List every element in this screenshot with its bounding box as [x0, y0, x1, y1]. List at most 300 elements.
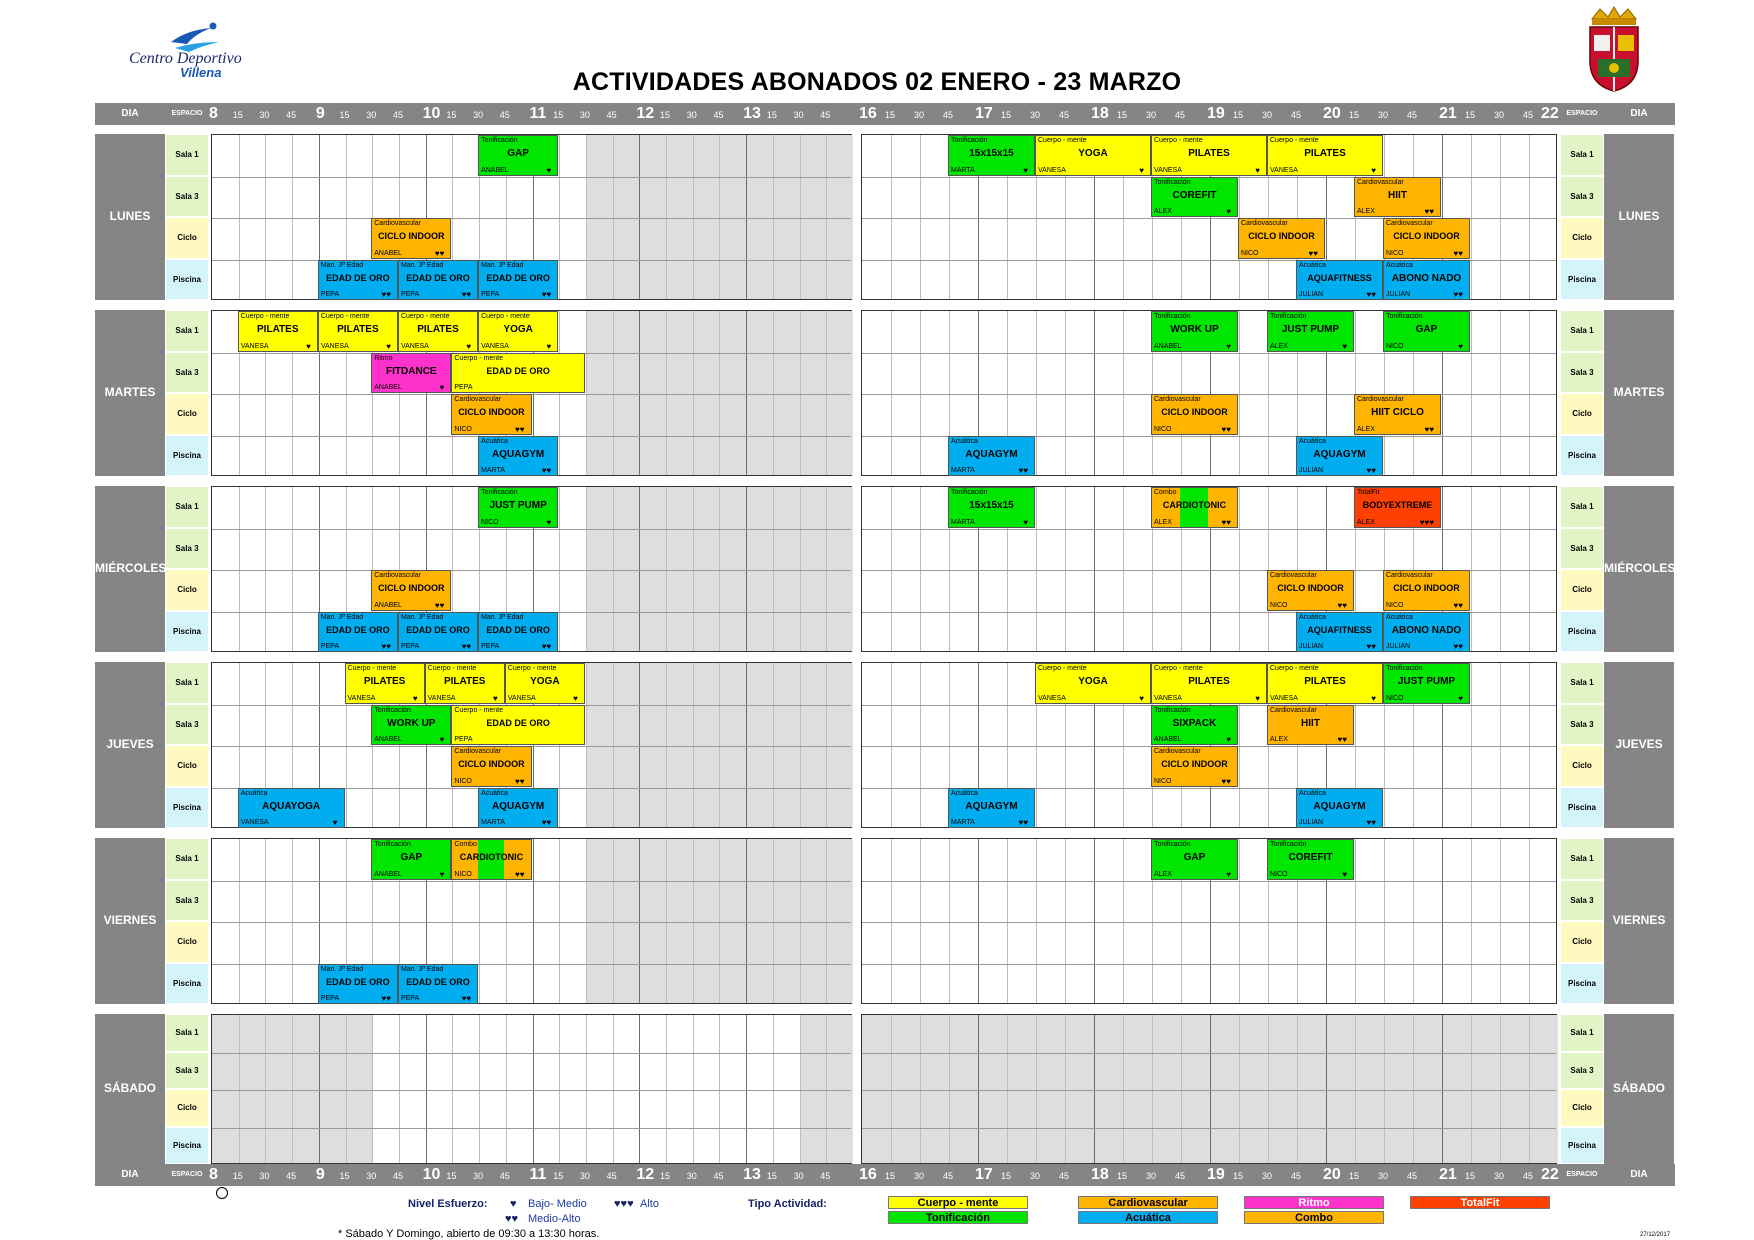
activity-instructor: MARTA: [481, 467, 505, 474]
grid-afternoon-4-rowline: [862, 922, 1556, 923]
grid-afternoon-4-gridline: [1239, 839, 1240, 1003]
activity-instructor: JULIAN: [1299, 643, 1324, 650]
grid-afternoon-5-gridline: [920, 1015, 921, 1163]
top-minute-mark: 30: [1146, 110, 1157, 120]
activity-category: Combo: [454, 841, 477, 848]
day-label-right-1: MARTES: [1613, 385, 1665, 399]
activity-category: Cardiovascular: [1241, 220, 1288, 227]
grid-afternoon-1-gridline: [891, 311, 892, 475]
grid-afternoon-3-gridline: [1471, 663, 1472, 827]
bottom-hour-9: 9: [315, 1166, 325, 1183]
effort-icon-high: ♥♥♥: [614, 1198, 634, 1210]
activity-category: Cardiovascular: [1154, 396, 1201, 403]
top-minute-mark: 45: [606, 110, 617, 120]
bottom-minute-mark: 15: [553, 1171, 564, 1181]
bottom-hour-11: 11: [529, 1166, 547, 1183]
grid-morning-2-gridline: [639, 487, 640, 651]
activity-instructor: ANABEL: [1154, 342, 1182, 350]
activity-instructor: VANESA: [1270, 166, 1298, 174]
bottom-minute-mark: 45: [392, 1171, 403, 1181]
grid-afternoon-4-gridline: [1442, 839, 1443, 1003]
top-minute-mark: 45: [286, 110, 297, 120]
grid-morning-5-gridline: [372, 1015, 373, 1163]
grid-afternoon-4-gridline: [1413, 839, 1414, 1003]
space-label: Piscina: [166, 260, 208, 300]
grid-afternoon-5-gridline: [1210, 1015, 1211, 1163]
grid-morning-4-gridline: [639, 839, 640, 1003]
top-espacio-label-right: ESPACIO: [1566, 110, 1598, 117]
top-minute-mark: 30: [579, 110, 590, 120]
grid-morning-1-gridline: [586, 311, 587, 475]
activity-name: GAP: [400, 852, 423, 863]
grid-morning-3-gridline: [800, 663, 801, 827]
effort-level-icon: ♥: [439, 735, 445, 744]
activity-category: Man. 3ª Edad: [320, 261, 364, 269]
activity-name: WORK UP: [387, 717, 436, 729]
effort-level-icon: ♥: [546, 517, 552, 527]
activity-name: PILATES: [443, 676, 486, 687]
print-date: 27/12/2017: [1640, 1232, 1671, 1238]
top-minute-mark: 15: [232, 110, 243, 120]
grid-afternoon-5-gridline: [1007, 1015, 1008, 1163]
activity-category: Tonificación: [1270, 313, 1307, 320]
grid-morning-2-gridline: [666, 487, 667, 651]
top-minute-mark: 15: [885, 110, 896, 120]
grid-afternoon-5-rowline: [862, 1128, 1556, 1129]
activity-name: PILATES: [363, 676, 406, 687]
bottom-hour-17: 17: [975, 1166, 993, 1183]
activity-category: Acuática: [240, 789, 268, 797]
grid-morning-2-gridline: [826, 487, 827, 651]
effort-level-icon: ♥♥: [1453, 600, 1463, 610]
activity-category: Acuática: [1386, 261, 1413, 269]
activity-instructor: VANESA: [240, 342, 269, 350]
activity-instructor: NICO: [1270, 601, 1288, 609]
activity-category: Cuerpo - mente: [481, 313, 530, 320]
activity-instructor: NICO: [454, 425, 472, 433]
activity-name: 15x15x15: [969, 500, 1014, 511]
top-minute-mark: 15: [660, 110, 671, 120]
bottom-hour-end: 22: [1541, 1166, 1559, 1183]
activity-name: HIIT: [1388, 189, 1407, 201]
space-label: Sala 3: [166, 1053, 208, 1089]
top-hour-13: 13: [743, 105, 761, 122]
grid-afternoon-4-rowline: [862, 964, 1556, 965]
activity-category: Tonificación: [951, 137, 988, 144]
grid-afternoon-3-gridline: [891, 663, 892, 827]
activity-block: [1296, 260, 1383, 301]
activity-instructor: NICO: [454, 777, 472, 785]
grid-afternoon-4-gridline: [1500, 839, 1501, 1003]
top-minute-mark: 30: [914, 110, 925, 120]
brand-name: Centro Deportivo: [129, 50, 242, 67]
activity-block: [1383, 612, 1470, 653]
grid-morning-5-gridline: [506, 1015, 507, 1163]
activity-category: Tonificación: [951, 489, 988, 496]
grid-afternoon-2-rowline: [862, 529, 1556, 530]
grid-morning-4-rowline: [212, 964, 851, 965]
bottom-minute-mark: 30: [473, 1171, 484, 1181]
grid-afternoon-5-gridline: [1355, 1015, 1356, 1163]
activity-block: [398, 964, 478, 1005]
effort-level-icon: ♥: [1458, 341, 1463, 351]
footnote: * Sábado Y Domingo, abierto de 09:30 a 13:30 horas.: [338, 1228, 600, 1240]
top-minute-mark: 30: [793, 110, 804, 120]
grid-morning-0-gridline: [613, 135, 614, 299]
activity-category: Cardiovascular: [1386, 572, 1433, 579]
effort-level-icon: ♥♥: [515, 424, 525, 434]
top-minute-mark: 45: [1523, 110, 1534, 120]
top-hour-10: 10: [422, 105, 441, 122]
grid-morning-5-gridline: [666, 1015, 667, 1163]
grid-morning-1-gridline: [666, 311, 667, 475]
space-label: Sala 3: [166, 353, 208, 393]
activity-block: [1267, 135, 1383, 176]
effort-text-mid: Medio-Alto: [528, 1213, 581, 1225]
day-label-right-4: VIERNES: [1612, 913, 1666, 927]
activity-block: [318, 964, 398, 1005]
effort-level-icon: ♥: [1255, 693, 1260, 703]
grid-morning-1-gridline: [746, 311, 747, 475]
activity-instructor: VANESA: [347, 694, 376, 702]
grid-morning-5-gridline: [693, 1015, 694, 1163]
activity-block: [451, 746, 531, 787]
space-label: Sala 3: [1561, 705, 1603, 745]
effort-level-icon: ♥♥: [1366, 642, 1376, 651]
space-label: Sala 1: [1561, 839, 1603, 879]
activity-block: [1354, 177, 1441, 218]
activity-block: [1383, 218, 1470, 259]
grid-morning-0-gridline: [826, 135, 827, 299]
grid-morning-4-gridline: [533, 839, 534, 1003]
activity-category: Cuerpo - mente: [1154, 137, 1203, 144]
top-minute-mark: 15: [1233, 110, 1244, 120]
grid-afternoon-1-gridline: [1529, 311, 1530, 475]
top-minute-mark: 45: [1175, 110, 1186, 120]
grid-morning-5-gridline: [346, 1015, 347, 1163]
grid-morning-4-rowline: [212, 922, 851, 923]
activity-block: [1151, 663, 1267, 704]
activity-block: [398, 311, 478, 352]
top-minute-mark: 30: [366, 110, 377, 120]
activity-name: FITDANCE: [386, 365, 437, 377]
activity-block: [345, 663, 425, 704]
grid-afternoon-4-gridline: [1384, 839, 1385, 1003]
top-minute-mark: 45: [820, 110, 831, 120]
activity-instructor: ANABEL: [481, 166, 509, 174]
activity-block: [1151, 746, 1238, 787]
space-label: Piscina: [1561, 788, 1603, 828]
top-minute-mark: 30: [473, 110, 484, 120]
day-label-4: VIERNES: [103, 913, 157, 927]
space-label: Sala 3: [1561, 353, 1603, 393]
activity-name: AQUAGYM: [1313, 800, 1366, 812]
activity-instructor: VANESA: [1154, 694, 1182, 702]
activity-instructor: VANESA: [1038, 166, 1066, 174]
activity-category: Tonificación: [374, 841, 411, 848]
activity-block: [1383, 311, 1470, 352]
bottom-minute-mark: 45: [606, 1171, 617, 1181]
activity-name: ABONO NADO: [1391, 624, 1462, 636]
effort-level-icon: ♥♥: [434, 600, 445, 610]
grid-morning-4-gridline: [746, 839, 747, 1003]
grid-morning-0-rowline: [212, 177, 851, 178]
grid-morning-3-gridline: [826, 663, 827, 827]
effort-level-icon: ♥: [1255, 165, 1260, 175]
grid-morning-1-gridline: [639, 311, 640, 475]
activity-category: Tonificación: [481, 137, 518, 144]
activity-category: Man. 3ª Edad: [320, 613, 364, 621]
bottom-hour-20: 20: [1323, 1166, 1341, 1183]
activity-name: JUST PUMP: [1281, 324, 1340, 335]
effort-level-icon: ♥: [1226, 869, 1231, 879]
activity-instructor: ALEX: [1270, 342, 1288, 350]
grid-morning-5-gridline: [319, 1015, 320, 1163]
activity-name: EDAD DE ORO: [486, 624, 550, 635]
effort-level-icon: ♥♥: [1453, 642, 1463, 651]
grid-afternoon-1-gridline: [920, 311, 921, 475]
bottom-minute-mark: 15: [1233, 1171, 1244, 1181]
effort-level-icon: ♥♥: [1018, 466, 1028, 475]
activity-category: Cardiovascular: [374, 572, 421, 579]
bottom-hour-13: 13: [743, 1166, 761, 1183]
top-minute-mark: 15: [339, 110, 350, 120]
activity-block: [1151, 394, 1238, 435]
activity-name: PILATES: [1304, 676, 1346, 687]
effort-level-icon: ♥♥: [381, 642, 391, 651]
grid-morning-0-gridline: [800, 135, 801, 299]
activity-block: [1296, 612, 1383, 653]
grid-afternoon-5-gridline: [1413, 1015, 1414, 1163]
grid-afternoon-5-gridline: [1094, 1015, 1095, 1163]
effort-level-icon: ♥♥: [541, 642, 552, 651]
effort-text-low: Bajo- Medio: [528, 1198, 587, 1210]
activity-name: GAP: [1415, 324, 1438, 335]
grid-afternoon-4-gridline: [1529, 839, 1530, 1003]
grid-afternoon-2-gridline: [920, 487, 921, 651]
top-minute-mark: 15: [446, 110, 457, 120]
top-hour-8: 8: [209, 105, 218, 122]
grid-afternoon-4-gridline: [978, 839, 979, 1003]
space-label: Piscina: [166, 436, 208, 476]
activity-category: Acuática: [1299, 613, 1326, 621]
effort-level-icon: ♥♥: [1424, 424, 1434, 434]
space-label: Sala 1: [1561, 663, 1603, 703]
activity-name: EDAD DE ORO: [406, 976, 470, 987]
effort-level-icon: ♥: [1023, 517, 1028, 527]
activity-instructor: ALEX: [1357, 208, 1375, 215]
activity-instructor: NICO: [454, 870, 472, 878]
grid-afternoon-3-gridline: [1500, 663, 1501, 827]
type-label: Tipo Actividad:: [748, 1198, 827, 1210]
grid-morning-3-rowline: [212, 746, 851, 747]
activity-block: [1238, 218, 1325, 259]
bottom-minute-mark: 45: [1523, 1171, 1534, 1181]
activity-block: [1035, 663, 1151, 704]
bottom-minute-mark: 30: [1262, 1171, 1273, 1181]
activity-instructor: ANABEL: [374, 736, 402, 743]
activity-block: [1383, 260, 1470, 301]
grid-afternoon-1-rowline: [862, 353, 1556, 354]
activity-name: EDAD DE ORO: [326, 976, 390, 987]
swimmer-logo-icon: [165, 20, 225, 52]
activity-block: [478, 487, 558, 528]
grid-morning-5-gridline: [773, 1015, 774, 1163]
effort-level-icon: ♥♥: [541, 466, 552, 475]
activity-category: Acuática: [1299, 789, 1326, 797]
activity-category: Tonificación: [481, 489, 518, 496]
space-label: Piscina: [1561, 260, 1603, 300]
activity-category: Cuerpo - mente: [507, 665, 557, 672]
bottom-minute-mark: 45: [1059, 1171, 1070, 1181]
activity-block: [425, 663, 505, 704]
activity-name: EDAD DE ORO: [326, 624, 390, 635]
effort-level-icon: ♥♥: [1337, 735, 1347, 744]
space-label: Ciclo: [1561, 570, 1603, 610]
activity-category: Tonificación: [1386, 313, 1423, 320]
grid-afternoon-4-gridline: [1471, 839, 1472, 1003]
effort-level-icon: ♥♥: [1337, 600, 1347, 610]
grid-afternoon-0-gridline: [1529, 135, 1530, 299]
activity-name: EDAD DE ORO: [486, 272, 550, 283]
effort-level-icon: ♥♥: [1366, 466, 1376, 475]
activity-block: [1296, 788, 1383, 829]
grid-afternoon-2-gridline: [1239, 487, 1240, 651]
type-swatch-6: Combo: [1244, 1211, 1384, 1224]
activity-instructor: NICO: [1154, 425, 1172, 433]
grid-morning-0-gridline: [746, 135, 747, 299]
activity-category: Cuerpo - mente: [320, 313, 370, 320]
activity-block: [1267, 311, 1354, 352]
grid-afternoon-3-gridline: [1529, 663, 1530, 827]
effort-label: Nivel Esfuerzo:: [408, 1198, 488, 1210]
page-title: ACTIVIDADES ABONADOS 02 ENERO - 23 MARZO: [572, 68, 1182, 96]
effort-level-icon: ♥: [1226, 735, 1231, 744]
effort-level-icon: ♥♥: [461, 642, 472, 651]
activity-category: Tonificación: [1154, 178, 1191, 186]
space-label: Sala 1: [166, 135, 208, 175]
grid-morning-0-gridline: [586, 135, 587, 299]
top-minute-mark: 30: [259, 110, 270, 120]
space-label: Sala 3: [1561, 881, 1603, 921]
activity-name: CICLO INDOOR: [1277, 583, 1344, 593]
activity-instructor: MARTA: [951, 518, 975, 526]
effort-level-icon: ♥♥: [1221, 424, 1231, 434]
grid-afternoon-5: [861, 1014, 1557, 1164]
activity-block: [1151, 705, 1238, 746]
activity-instructor: JULIAN: [1299, 467, 1324, 474]
activity-block: [371, 353, 451, 394]
effort-level-icon: ♥: [546, 341, 552, 351]
grid-morning-1-gridline: [826, 311, 827, 475]
grid-morning-0-gridline: [292, 135, 293, 299]
activity-instructor: ALEX: [1357, 518, 1375, 526]
day-label-right-2: MIÉRCOLES: [1604, 561, 1676, 575]
activity-name: AQUAGYM: [492, 448, 545, 460]
grid-morning-2-gridline: [586, 487, 587, 651]
space-label: Sala 1: [1561, 135, 1603, 175]
grid-morning-3-gridline: [693, 663, 694, 827]
space-label: Sala 3: [166, 881, 208, 921]
activity-block: [1151, 135, 1267, 176]
activity-block: [398, 612, 478, 653]
space-label: Sala 1: [166, 311, 208, 351]
activity-block: [505, 663, 585, 704]
activity-name: CARDIOTONIC: [1162, 500, 1227, 510]
grid-morning-4-gridline: [666, 839, 667, 1003]
grid-afternoon-5-gridline: [891, 1015, 892, 1163]
activity-block: [1354, 487, 1441, 528]
grid-afternoon-3-gridline: [920, 663, 921, 827]
bottom-minute-mark: 30: [1494, 1171, 1505, 1181]
activity-category: Cardiovascular: [1357, 396, 1404, 403]
activity-block: [1267, 705, 1354, 746]
activity-category: Acuática: [481, 437, 508, 445]
grid-morning-5-rowline: [212, 1090, 851, 1091]
grid-morning-5-gridline: [239, 1015, 240, 1163]
activity-name: PILATES: [417, 324, 459, 335]
activity-block: [238, 311, 318, 352]
space-label: Sala 1: [1561, 487, 1603, 527]
activity-instructor: ANABEL: [1154, 736, 1182, 743]
grid-morning-2-gridline: [613, 487, 614, 651]
activity-category: Man. 3ª Edad: [481, 261, 524, 269]
activity-block: [1035, 135, 1151, 176]
space-label: Ciclo: [1561, 218, 1603, 258]
top-minute-mark: 45: [713, 110, 724, 120]
activity-name: EDAD DE ORO: [326, 272, 390, 283]
activity-block: [238, 788, 345, 829]
activity-name: PILATES: [1188, 676, 1230, 687]
activity-name: CICLO INDOOR: [458, 407, 525, 417]
activity-name: AQUAGYM: [965, 800, 1018, 812]
activity-name: PILATES: [1304, 148, 1346, 159]
grid-afternoon-4-gridline: [920, 839, 921, 1003]
grid-morning-3-gridline: [746, 663, 747, 827]
grid-morning-0-gridline: [719, 135, 720, 299]
grid-afternoon-1-gridline: [1036, 311, 1037, 475]
bottom-minute-mark: 15: [766, 1171, 777, 1181]
bottom-minute-mark: 15: [885, 1171, 896, 1181]
grid-afternoon-4-gridline: [1355, 839, 1356, 1003]
activity-instructor: PEPA: [454, 384, 473, 391]
grid-afternoon-4-gridline: [1065, 839, 1066, 1003]
top-minute-mark: 45: [943, 110, 954, 120]
grid-afternoon-4-gridline: [1123, 839, 1124, 1003]
effort-text-high: Alto: [640, 1198, 659, 1210]
space-label: Ciclo: [1561, 922, 1603, 962]
effort-level-icon: ♥: [1342, 341, 1347, 351]
activity-category: Man. 3ª Edad: [400, 613, 444, 621]
grid-morning-5-gridline: [292, 1015, 293, 1163]
grid-morning-5-gridline: [479, 1015, 480, 1163]
top-minute-mark: 15: [1117, 110, 1128, 120]
grid-morning-1-gridline: [693, 311, 694, 475]
activity-instructor: NICO: [1386, 601, 1404, 609]
activity-name: AQUAYOGA: [262, 800, 321, 812]
activity-category: Tonificación: [374, 706, 411, 714]
activity-block: [478, 260, 558, 301]
top-hour-16: 16: [859, 105, 877, 122]
space-label: Ciclo: [166, 922, 208, 962]
grid-morning-5-gridline: [746, 1015, 747, 1163]
activity-block: [1383, 570, 1470, 611]
grid-afternoon-5-gridline: [1500, 1015, 1501, 1163]
activity-block: [318, 311, 398, 352]
effort-level-icon: ♥♥: [1018, 818, 1028, 827]
activity-name: YOGA: [503, 324, 533, 335]
activity-name: AQUAFITNESS: [1307, 624, 1372, 635]
